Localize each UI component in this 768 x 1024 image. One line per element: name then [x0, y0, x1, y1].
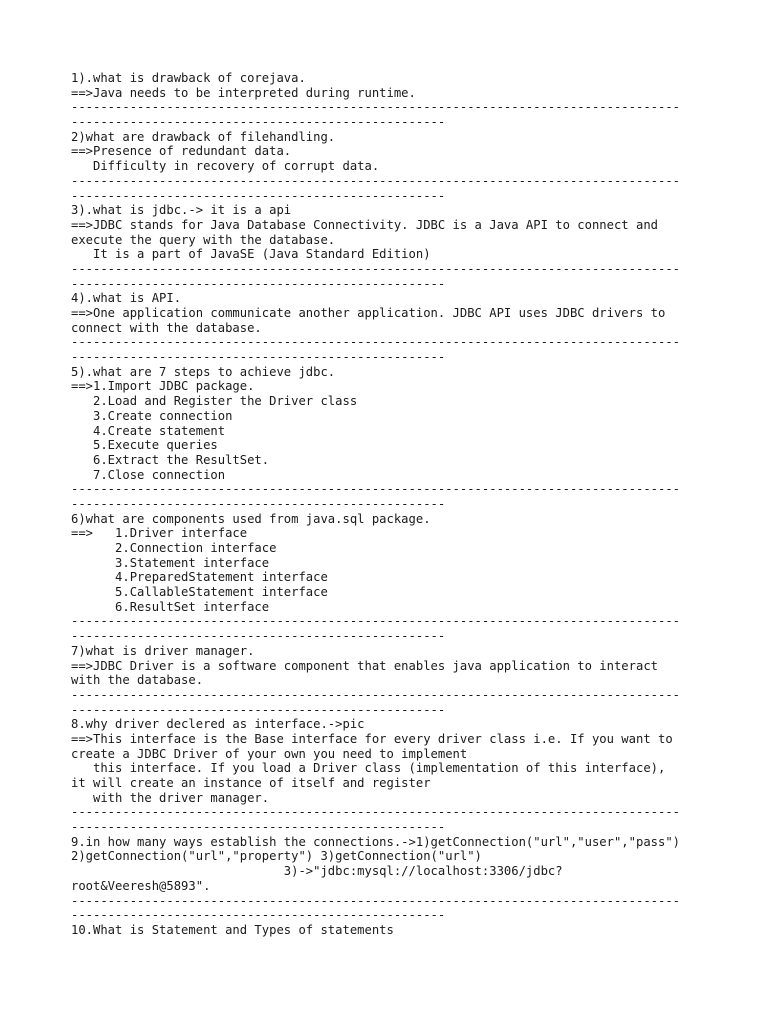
- answer-line: ==>1.Import JDBC package.: [71, 379, 255, 394]
- text-line: 6.Extract the ResultSet.: [71, 452, 270, 467]
- answer-line: ==>Presence of redundant data.: [71, 144, 292, 159]
- answer-line: ==>Java needs to be interpreted during runtime.: [71, 85, 416, 100]
- text-line: connect with the database.: [71, 320, 262, 335]
- answer-line: ==>This interface is the Base interface for every driver class i.e. If you want to: [71, 731, 673, 746]
- separator-line: -----------------------------------------------------------------------------------: [71, 100, 681, 115]
- question-line: 7)what is driver manager.: [71, 643, 255, 658]
- text-line: execute the query with the database.: [71, 232, 336, 247]
- text-line: root&Veeresh@5893".: [71, 878, 211, 893]
- text-line: 4.PreparedStatement interface: [71, 570, 328, 585]
- separator-line: -----------------------------------------------------------------------------------: [71, 261, 681, 276]
- separator-line: ---------------------------------------------------: [71, 188, 446, 203]
- separator-line: -----------------------------------------------------------------------------------: [71, 482, 681, 497]
- separator-line: -----------------------------------------------------------------------------------: [71, 893, 681, 908]
- separator-line: ---------------------------------------------------: [71, 820, 446, 835]
- text-line: 5.CallableStatement interface: [71, 585, 328, 600]
- question-line: 2)what are drawback of filehandling.: [71, 129, 336, 144]
- separator-line: ---------------------------------------------------: [71, 702, 446, 717]
- text-line: 6.ResultSet interface: [71, 599, 270, 614]
- separator-line: ---------------------------------------------------: [71, 115, 446, 130]
- text-line: 3.Statement interface: [71, 555, 270, 570]
- answer-line: ==>One application communicate another application. JDBC API uses JDBC drivers to: [71, 306, 666, 320]
- question-line: 9.in how many ways establish the connections.->1)getConnection("url","user","pass"): [71, 834, 681, 849]
- document-body: [71, 71, 711, 938]
- separator-line: ---------------------------------------------------: [71, 496, 446, 511]
- text-line: this interface. If you load a Driver class (implementation of this interface),: [71, 761, 666, 776]
- text-line: Difficulty in recovery of corrupt data.: [71, 159, 380, 174]
- text-line: it will create an instance of itself and register: [71, 776, 431, 790]
- text-line: create a JDBC Driver of your own you need to implement: [71, 746, 468, 761]
- text-line: 2.Connection interface: [71, 541, 277, 555]
- answer-line: ==>JDBC Driver is a software component that enables java application to interact: [71, 658, 658, 673]
- text-line: 2.Load and Register the Driver class: [71, 394, 358, 409]
- question-line: 8.why driver declered as interface.->pic: [71, 717, 365, 732]
- separator-line: -----------------------------------------------------------------------------------: [71, 335, 681, 350]
- question-line: 10.What is Statement and Types of statements: [71, 922, 394, 937]
- separator-line: -----------------------------------------------------------------------------------: [71, 687, 681, 702]
- text-line: with the database.: [71, 673, 204, 688]
- separator-line: ---------------------------------------------------: [71, 350, 446, 365]
- question-line: 1).what is drawback of corejava.: [71, 71, 306, 85]
- separator-line: ---------------------------------------------------: [71, 276, 446, 291]
- question-line: 2)getConnection("url","property") 3)getConnection("url"): [71, 849, 482, 864]
- separator-line: ---------------------------------------------------: [71, 629, 446, 644]
- answer-line: ==> 1.Driver interface: [71, 526, 248, 541]
- question-line: 3).what is jdbc.-> it is a api: [71, 203, 292, 218]
- text-line: 5.Execute queries: [71, 438, 218, 453]
- answer-line: ==>JDBC stands for Java Database Connectivity. JDBC is a Java API to connect and: [71, 217, 658, 232]
- question-line: 4).what is API.: [71, 291, 182, 306]
- text-line: 3.Create connection: [71, 408, 233, 423]
- separator-line: -----------------------------------------------------------------------------------: [71, 805, 681, 820]
- separator-line: ---------------------------------------------------: [71, 908, 446, 923]
- text-line: 7.Close connection: [71, 467, 226, 482]
- text-line: with the driver manager.: [71, 790, 270, 805]
- question-line: 5).what are 7 steps to achieve jdbc.: [71, 364, 336, 379]
- text-line: It is a part of JavaSE (Java Standard Edition): [71, 247, 431, 262]
- text-line: 3)->"jdbc:mysql://localhost:3306/jdbc?: [71, 864, 563, 879]
- question-line: 6)what are components used from java.sql package.: [71, 511, 431, 526]
- separator-line: -----------------------------------------------------------------------------------: [71, 614, 681, 629]
- separator-line: -----------------------------------------------------------------------------------: [71, 173, 681, 188]
- text-line: 4.Create statement: [71, 423, 226, 438]
